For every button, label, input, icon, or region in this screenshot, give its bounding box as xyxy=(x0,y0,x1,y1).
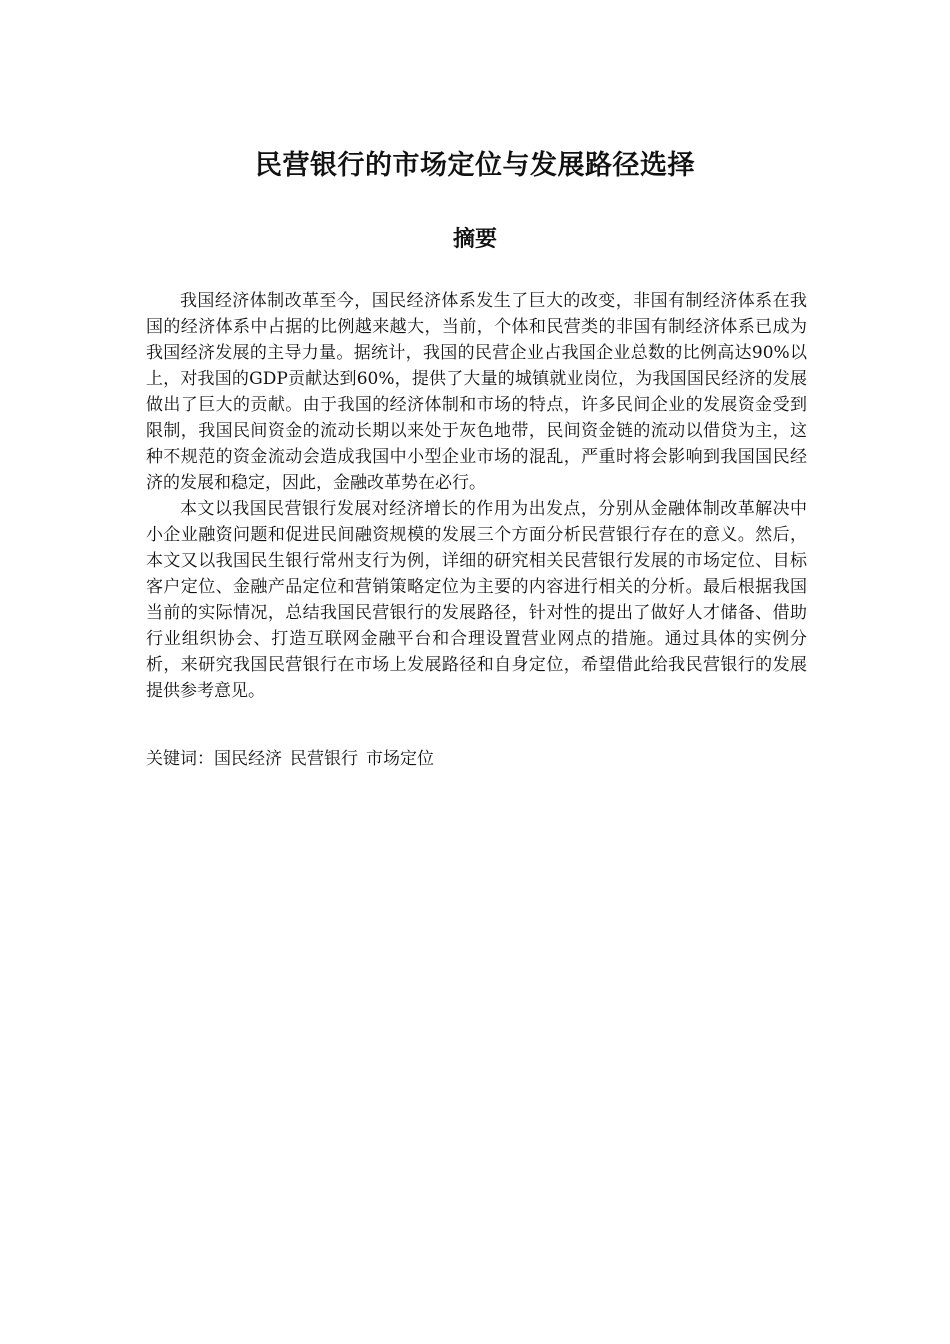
keyword-item: 市场定位 xyxy=(366,749,434,769)
page-title: 民营银行的市场定位与发展路径选择 xyxy=(255,150,695,181)
keywords-label: 关键词： xyxy=(146,749,214,769)
abstract-heading: 摘要 xyxy=(452,227,497,252)
keywords-line xyxy=(146,746,807,772)
keyword-item: 民营银行 xyxy=(290,749,358,769)
abstract-body xyxy=(146,288,807,704)
abstract-paragraph-1: 我国经济体制改革至今，国民经济体系发生了巨大的改变，非国有制经济体系在我国的经济体系中占据的比例越来越大，当前，个体和民营类的非国有制经济体系已成为我国经济发展的主导力量。据统计，我国的民营企业占我国企业总数的比例高达90%以上，对我国的GDP贡献达到60%，提供了大量的城镇就业岗位，为我国国民经济的发展做出了巨大的贡献。由于我国的经济体制和市场的特点，许多民间企业的发展资金受到限制，我国民间资金的流动长期以来处于灰色地带，民间资金链的流动以借贷为主，这种不规范的资金流动会造成我国中小型企业市场的混乱，严重时将会影响到我国国民经济的发展和稳定，因此，金融改革势在必行。 xyxy=(146,291,807,493)
abstract-paragraph-2: 本文以我国民营银行发展对经济增长的作用为出发点，分别从金融体制改革解决中小企业融资问题和促进民间融资规模的发展三个方面分析民营银行存在的意义。然后，本文又以我国民生银行常州支行为例，详细的研究相关民营银行发展的市场定位、目标客户定位、金融产品定位和营销策略定位为主要的内容进行相关的分析。最后根据我国当前的实际情况，总结我国民营银行的发展路径，针对性的提出了做好人才储备、借助行业组织协会、打造互联网金融平台和合理设置营业网点的措施。通过具体的实例分析，来研究我国民营银行在市场上发展路径和自身定位，希望借此给我民营银行的发展提供参考意见。 xyxy=(146,499,807,701)
keyword-item: 国民经济 xyxy=(214,749,282,769)
